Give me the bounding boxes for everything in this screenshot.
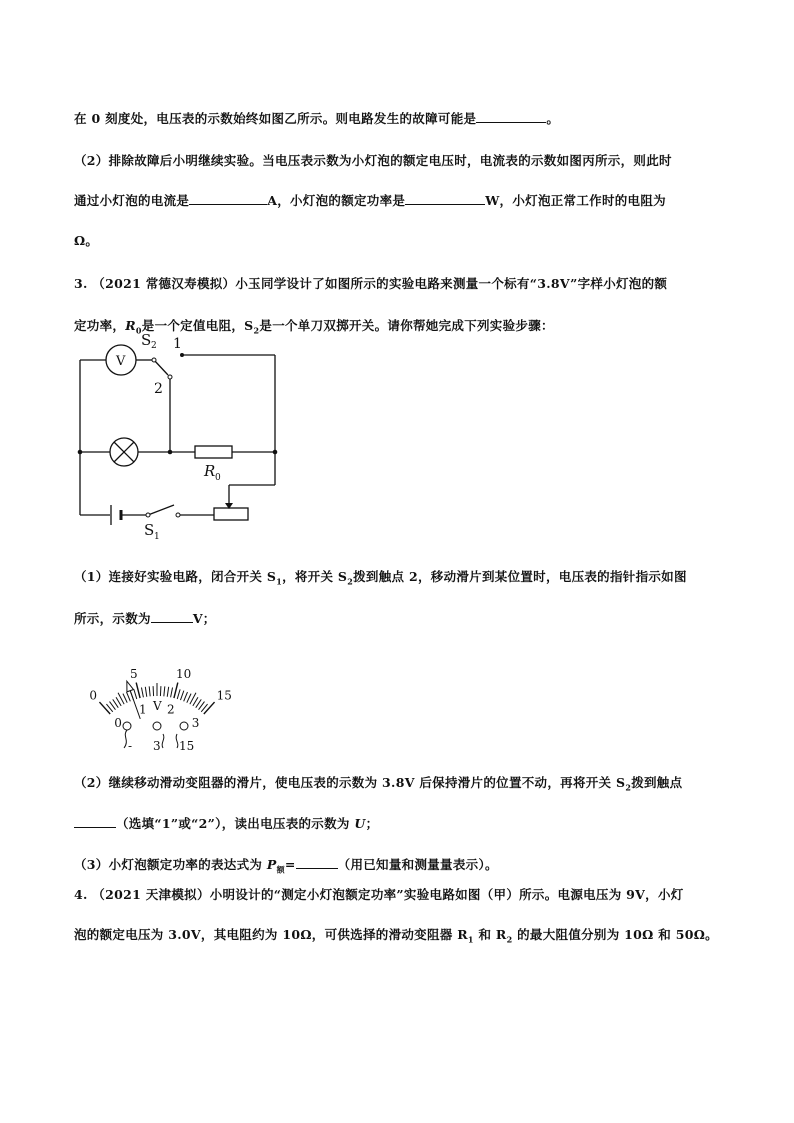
resistor-r0 bbox=[195, 446, 232, 458]
text: = bbox=[284, 857, 296, 872]
text-line-3 bbox=[74, 192, 666, 209]
text: 是一个单刀双掷开关。请你帮她完成下列实验步骤： bbox=[259, 318, 554, 333]
symbol-p: P bbox=[266, 857, 277, 872]
text-line-1 bbox=[74, 110, 559, 127]
terminal-label: - bbox=[128, 739, 133, 753]
battery-symbol bbox=[111, 505, 121, 525]
text: A，小灯泡的额定功率是 bbox=[267, 193, 406, 208]
scale-3-label: 1 bbox=[138, 702, 147, 717]
text: 3. （2021 常德汉寿模拟）小玉同学设计了如图所示的实验电路来测量一个标有“3.8V”字样小灯泡的额 bbox=[74, 276, 668, 291]
scale-tick bbox=[180, 691, 183, 700]
subscript: 1 bbox=[467, 934, 474, 945]
scale-tick bbox=[134, 689, 137, 699]
text: （1）连接好实验电路，闭合开关 S bbox=[74, 569, 277, 584]
voltmeter-label: V bbox=[116, 354, 126, 369]
r0-subscript: 0 bbox=[215, 473, 221, 483]
text-line-2 bbox=[74, 153, 672, 169]
text: Ω。 bbox=[74, 233, 99, 248]
text: （2）排除故障后小明继续实验。当电压表示数为小灯泡的额定电压时，电流表的示数如图丙所示，则此时 bbox=[74, 153, 672, 168]
s2-contact-1 bbox=[180, 353, 184, 357]
s1-label: S bbox=[144, 521, 155, 539]
answer-blank[interactable] bbox=[189, 192, 267, 205]
scale-tick bbox=[167, 687, 168, 697]
text: 所示，示数为 bbox=[74, 611, 151, 626]
terminal-label: 15 bbox=[179, 739, 195, 753]
scale-tick bbox=[116, 697, 121, 706]
text: 拨到触点 bbox=[631, 775, 683, 790]
unit-label: V bbox=[153, 699, 162, 713]
s2-label: S bbox=[141, 331, 152, 349]
subscript: 1 bbox=[276, 576, 283, 587]
text-line-5 bbox=[74, 276, 667, 292]
scale-15-label: 5 bbox=[130, 666, 138, 681]
s1-contact bbox=[176, 513, 180, 517]
scale-tick bbox=[193, 697, 198, 706]
text: 通过小灯泡的电流是 bbox=[74, 193, 190, 208]
text: 4. （2021 天津模拟）小明设计的“测定小灯泡额定功率”实验电路如图（甲）所示。电源电压为 9V，小灯 bbox=[74, 887, 684, 902]
scale-3-label: 3 bbox=[191, 715, 200, 730]
junction-dot bbox=[273, 450, 278, 455]
s2-subscript: 2 bbox=[151, 341, 157, 351]
s1-subscript: 1 bbox=[154, 532, 160, 542]
text: 和 R bbox=[473, 927, 507, 942]
text: ，将开关 S bbox=[282, 569, 348, 584]
text-line-12 bbox=[74, 887, 684, 903]
s2-contact-2 bbox=[168, 375, 172, 379]
answer-blank[interactable] bbox=[476, 110, 546, 123]
text-line-10 bbox=[74, 815, 378, 832]
subscript: 2 bbox=[506, 934, 513, 945]
scale-tick bbox=[184, 692, 188, 701]
text: 的最大阻值分别为 10Ω 和 50Ω。 bbox=[512, 927, 718, 942]
scale-tick bbox=[149, 686, 150, 696]
terminal-label: 3 bbox=[153, 739, 161, 753]
text: （3）小灯泡额定功率的表达式为 bbox=[74, 857, 267, 872]
subscript: 额 bbox=[276, 864, 285, 875]
symbol-u: U bbox=[354, 816, 366, 831]
voltmeter-dial bbox=[64, 636, 264, 760]
text: 在 0 刻度处，电压表的示数始终如图乙所示。则电路发生的故障可能是 bbox=[74, 111, 477, 126]
scale-tick bbox=[164, 686, 165, 696]
text: （2）继续移动滑动变阻器的滑片，使电压表的示数为 3.8V 后保持滑片的位置不动，再将开关 S bbox=[74, 775, 626, 790]
subscript: 0 bbox=[135, 325, 142, 336]
scale-tick bbox=[174, 683, 178, 699]
text: V； bbox=[192, 611, 216, 626]
text: 是一个定值电阻，S bbox=[141, 318, 254, 333]
text-line-13 bbox=[74, 927, 718, 943]
answer-blank[interactable] bbox=[74, 815, 116, 828]
s2-pivot bbox=[152, 358, 156, 362]
s1-pivot bbox=[146, 513, 150, 517]
scale-tick bbox=[136, 683, 140, 699]
answer-blank[interactable] bbox=[151, 610, 193, 623]
subscript: 2 bbox=[253, 325, 260, 336]
answer-blank[interactable] bbox=[296, 856, 338, 869]
scale-tick bbox=[145, 687, 146, 697]
scale-3-label: 0 bbox=[114, 715, 122, 730]
junction-dot bbox=[78, 450, 83, 455]
scale-15-label: 10 bbox=[175, 666, 192, 681]
scale-tick bbox=[204, 702, 215, 714]
needle-head bbox=[127, 681, 134, 692]
scale-15-label: 15 bbox=[216, 688, 232, 703]
symbol-r: R bbox=[125, 318, 136, 333]
contact-1-label: 1 bbox=[173, 336, 182, 352]
terminal-negative[interactable] bbox=[123, 722, 132, 753]
scale-tick bbox=[171, 688, 173, 698]
text: W，小灯泡正常工作时的电阻为 bbox=[485, 193, 666, 208]
circuit-diagram bbox=[70, 331, 300, 545]
text: （用已知量和测量量表示）。 bbox=[337, 857, 498, 872]
text: 定功率， bbox=[74, 318, 126, 333]
text-line-8 bbox=[74, 610, 216, 627]
rheostat bbox=[214, 508, 248, 520]
scale-tick bbox=[187, 694, 191, 703]
text: 拨到触点 2，移动滑片到某位置时，电压表的指针指示如图 bbox=[353, 569, 687, 584]
lamp-symbol bbox=[110, 438, 138, 466]
scale-tick bbox=[141, 688, 143, 698]
text: 泡的额定电压为 3.0V，其电阻约为 10Ω，可供选择的滑动变阻器 R bbox=[74, 927, 468, 942]
contact-2-label: 2 bbox=[154, 381, 163, 397]
scale-3-label: 2 bbox=[167, 702, 175, 717]
scale-15-label: 0 bbox=[89, 688, 98, 703]
subscript: 2 bbox=[347, 576, 354, 587]
text-line-4 bbox=[74, 233, 98, 249]
r0-label: R bbox=[204, 462, 216, 480]
scale-tick bbox=[127, 692, 131, 701]
answer-blank[interactable] bbox=[405, 192, 485, 205]
text-line-7 bbox=[74, 569, 687, 585]
text: （选填“1”或“2”），读出电压表的示数为 bbox=[116, 816, 355, 831]
subscript: 2 bbox=[625, 782, 632, 793]
terminal-3[interactable] bbox=[153, 722, 164, 753]
scale-tick bbox=[177, 689, 180, 699]
text-line-9 bbox=[74, 775, 682, 791]
junction-dot bbox=[168, 450, 173, 455]
text: ； bbox=[365, 816, 379, 831]
scale-tick bbox=[99, 702, 110, 714]
text-line-11 bbox=[74, 856, 498, 873]
text: 。 bbox=[546, 111, 560, 126]
scale-tick bbox=[123, 694, 127, 703]
